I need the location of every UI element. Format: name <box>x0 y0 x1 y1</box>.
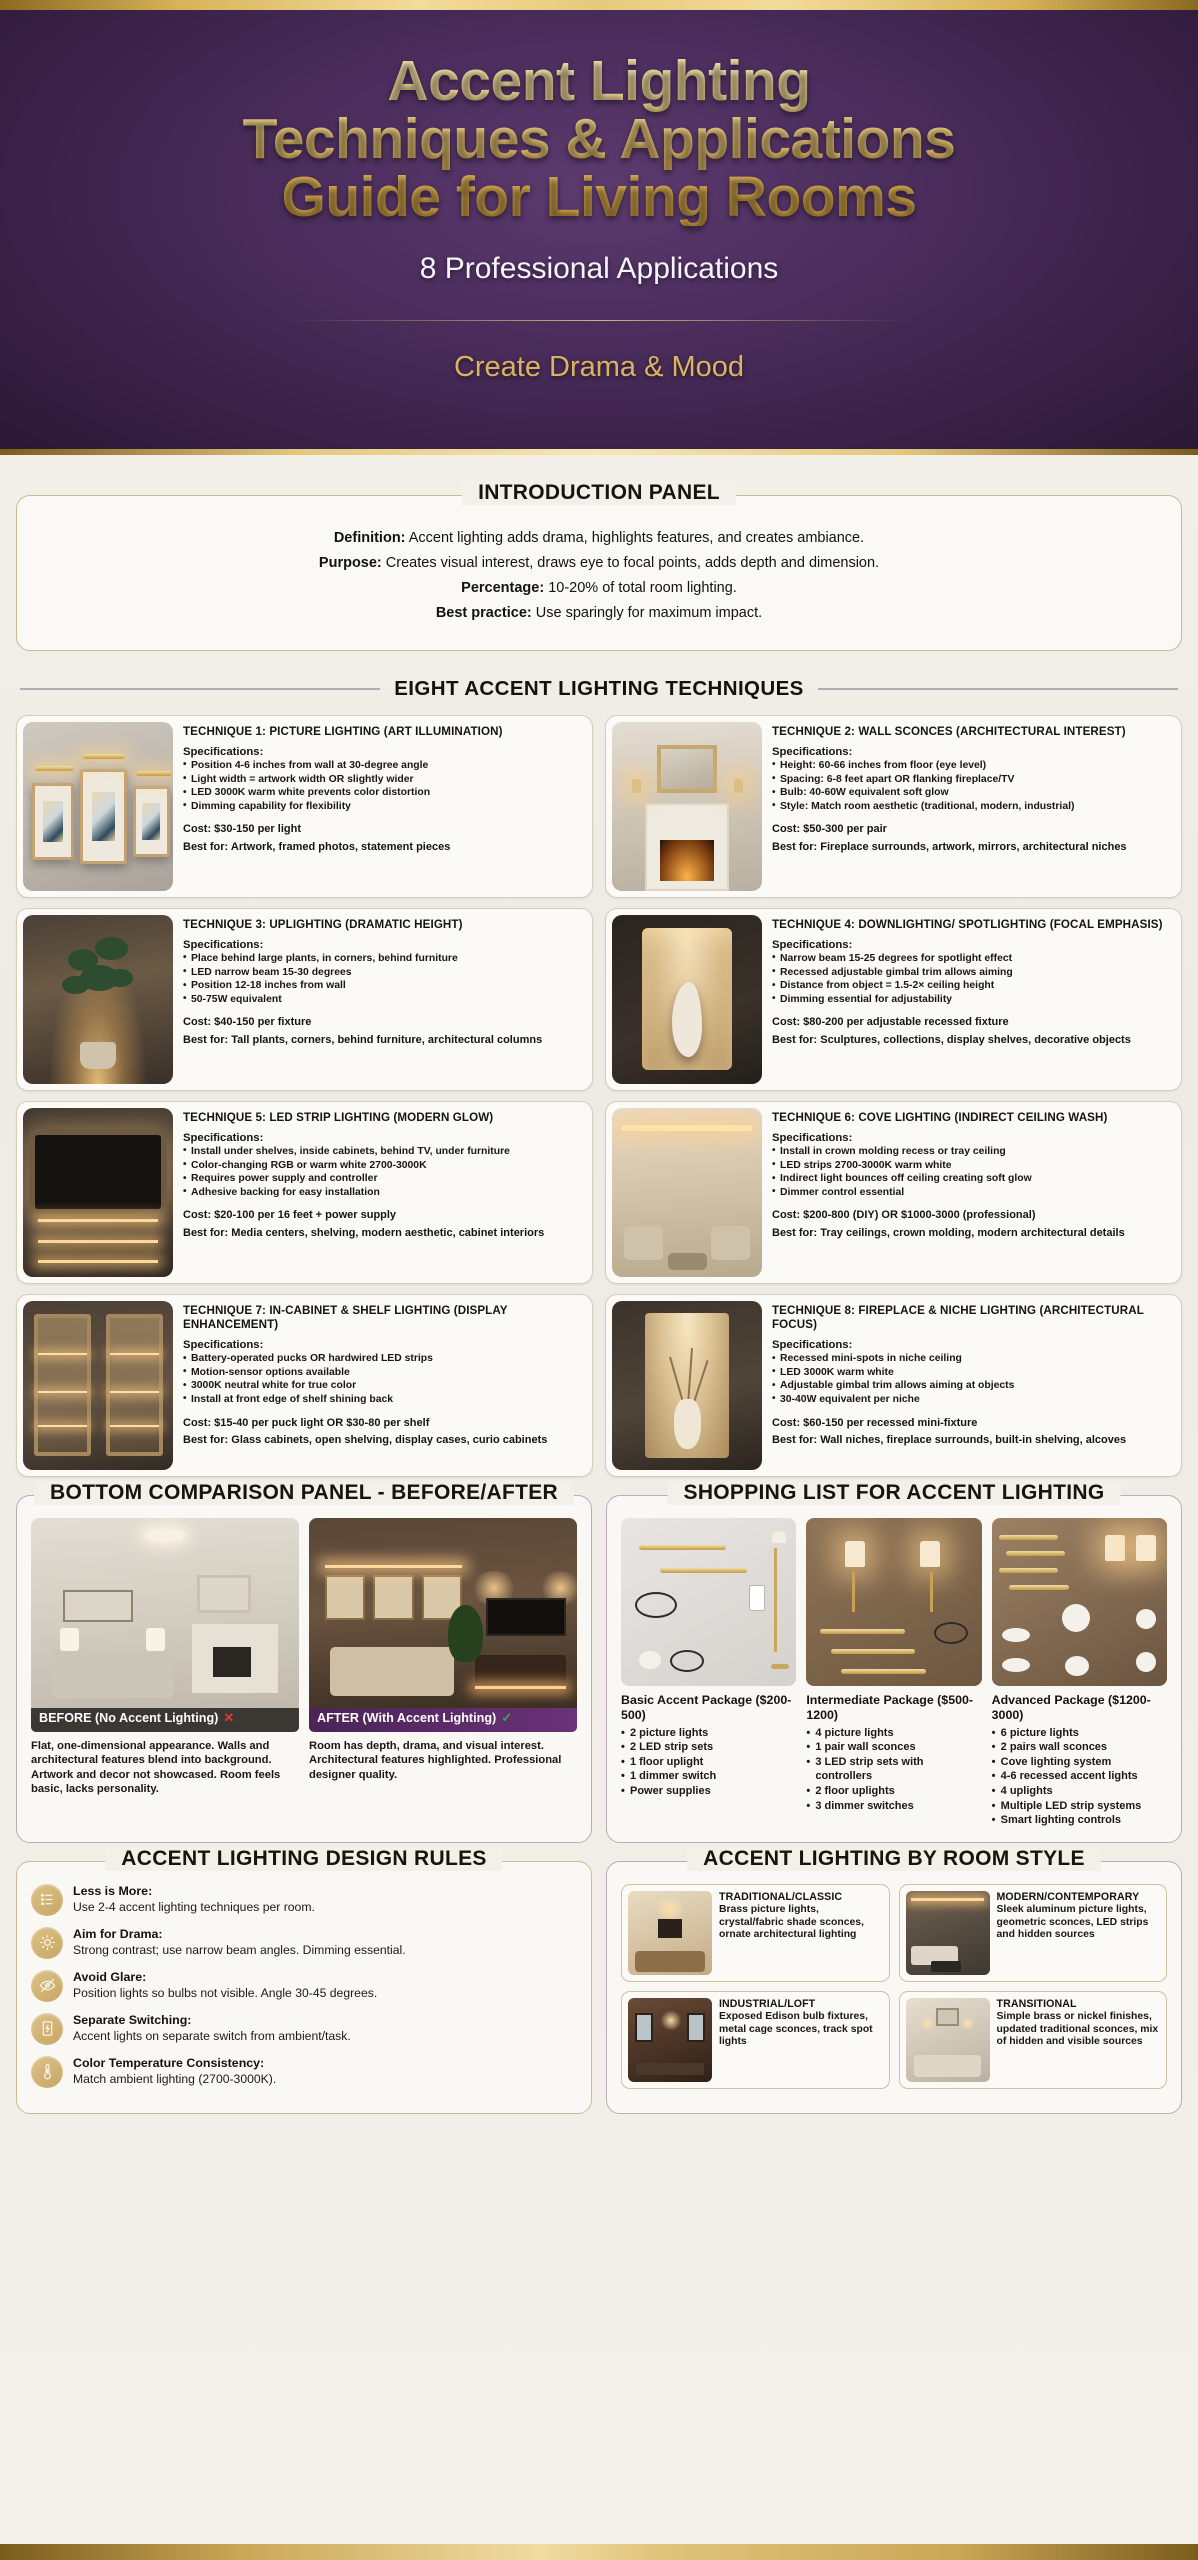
style-description: Brass picture lights, crystal/fabric shade sconces, ornate architectural lighting <box>719 1903 864 1941</box>
technique-card[interactable] <box>605 908 1182 1091</box>
technique-best-for: Best for: Tray ceilings, crown molding, modern architectural details <box>772 1227 1125 1240</box>
intro-row <box>41 526 1157 551</box>
technique-best-for: Best for: Artwork, framed photos, statement pieces <box>183 841 451 854</box>
technique-card[interactable] <box>16 1101 593 1284</box>
technique-card[interactable] <box>605 1294 1182 1477</box>
header-banner <box>0 10 1198 455</box>
technique-cost: Cost: $40-150 per fixture <box>183 1016 312 1029</box>
design-rule-item <box>31 2013 577 2045</box>
comparison-and-shopping-row <box>16 1480 1182 1843</box>
specifications-list <box>772 1352 1171 1407</box>
technique-card[interactable] <box>16 908 593 1091</box>
thermometer-icon <box>31 2056 63 2088</box>
package-item: • 4-6 recessed accent lights <box>992 1769 1167 1784</box>
design-rules-panel-title: ACCENT LIGHTING DESIGN RULES <box>105 1847 502 1871</box>
style-description: Exposed Edison bulb fixtures, metal cage sconces, track spot lights <box>719 2010 873 2048</box>
after-description: Room has depth, drama, and visual interest. Architectural features highlighted. Professional designer quality. <box>309 1739 562 1781</box>
title-line-2: Techniques & Applications <box>242 107 956 172</box>
technique-cost: Cost: $30-150 per light <box>183 823 301 836</box>
room-styles-panel <box>606 1846 1182 2114</box>
intro-text: 10-20% of total room lighting. <box>548 579 737 596</box>
title-line-3: Guide for Living Rooms <box>281 165 917 230</box>
technique-photo-downlighting <box>612 915 762 1084</box>
rule-title: Color Temperature Consistency: <box>73 2055 265 2070</box>
spec-item: • Color-changing RGB or warm white 2700-3000K <box>183 1159 582 1173</box>
technique-photo-led-strip <box>23 1108 173 1277</box>
technique-cost: Cost: $15-40 per puck light OR $30-80 per shelf <box>183 1416 430 1429</box>
before-label-badge <box>31 1704 299 1732</box>
rule-description: Use 2-4 accent lighting techniques per room. <box>73 1899 315 1914</box>
package-item: • 4 picture lights <box>806 1726 981 1741</box>
technique-body <box>768 1295 1181 1476</box>
before-after-panel-title: BOTTOM COMPARISON PANEL - BEFORE/AFTER <box>34 1481 574 1505</box>
package-items <box>621 1726 796 1799</box>
specifications-list <box>183 1352 582 1407</box>
package-item: • 2 pairs wall sconces <box>992 1740 1167 1755</box>
design-rule-item <box>31 1927 577 1959</box>
room-style-card[interactable] <box>621 1884 890 1982</box>
before-photo <box>31 1518 299 1708</box>
style-title: INDUSTRIAL/LOFT <box>719 1997 816 2010</box>
package-item: • 3 dimmer switches <box>806 1799 981 1814</box>
technique-photo-in-cabinet <box>23 1301 173 1470</box>
bottom-gold-divider <box>0 2544 1198 2560</box>
specifications-label: Specifications: <box>772 938 853 951</box>
heading-text: EIGHT ACCENT LIGHTING TECHNIQUES <box>394 676 804 700</box>
introduction-panel-title: INTRODUCTION PANEL <box>462 481 736 505</box>
technique-photo-uplighting <box>23 915 173 1084</box>
room-style-card[interactable] <box>899 1884 1168 1982</box>
spec-item: • 30-40W equivalent per niche <box>772 1393 1171 1407</box>
basic-package-photo <box>621 1518 796 1686</box>
specifications-label: Specifications: <box>183 1131 264 1144</box>
specifications-label: Specifications: <box>183 745 264 758</box>
check-icon: ✓ <box>501 1709 513 1725</box>
package-item: • Power supplies <box>621 1784 796 1799</box>
rule-description: Position lights so bulbs not visible. Angle 30-45 degrees. <box>73 1985 378 2000</box>
spec-item: • 50-75W equivalent <box>183 993 582 1007</box>
technique-body <box>768 909 1181 1090</box>
technique-best-for: Best for: Glass cabinets, open shelving, display cases, curio cabinets <box>183 1434 548 1447</box>
spec-item: • Motion-sensor options available <box>183 1366 582 1380</box>
technique-best-for: Best for: Tall plants, corners, behind furniture, architectural columns <box>183 1034 543 1047</box>
technique-body <box>768 716 1181 897</box>
style-description: Simple brass or nickel finishes, updated traditional sconces, mix of hidden and visible sources <box>996 2010 1159 2048</box>
technique-card[interactable] <box>16 1294 593 1477</box>
technique-best-for: Best for: Sculptures, collections, display shelves, decorative objects <box>772 1034 1131 1047</box>
package-item: • 2 picture lights <box>621 1726 796 1741</box>
intro-row <box>41 601 1157 626</box>
technique-title: TECHNIQUE 3: UPLIGHTING (DRAMATIC HEIGHT) <box>183 917 463 931</box>
style-title: TRADITIONAL/CLASSIC <box>719 1890 843 1903</box>
rule-title: Less is More: <box>73 1883 153 1898</box>
design-rule-item <box>31 1970 577 2002</box>
rule-description: Strong contrast; use narrow beam angles. Dimming essential. <box>73 1942 406 1957</box>
specifications-list <box>772 1145 1171 1200</box>
package-item: • 3 LED strip sets with controllers <box>806 1755 981 1784</box>
intermediate-package-photo <box>806 1518 981 1686</box>
technique-body <box>179 716 592 897</box>
spec-item: • Adhesive backing for easy installation <box>183 1186 582 1200</box>
introduction-panel <box>16 481 1182 651</box>
package-item: • 2 LED strip sets <box>621 1740 796 1755</box>
room-style-card[interactable] <box>621 1991 890 2089</box>
header-tagline: Create Drama & Mood <box>453 351 745 384</box>
cross-icon: ✕ <box>223 1709 235 1725</box>
style-title: TRANSITIONAL <box>996 1997 1077 2010</box>
specifications-label: Specifications: <box>772 1339 853 1352</box>
technique-body <box>179 1102 592 1283</box>
spec-item: • Spacing: 6-8 feet apart OR flanking fireplace/TV <box>772 773 1171 787</box>
header-divider <box>289 320 909 321</box>
rule-title: Separate Switching: <box>73 2012 192 2027</box>
package-item: • 2 floor uplights <box>806 1784 981 1799</box>
specifications-list <box>772 952 1171 1007</box>
techniques-section-heading <box>20 677 1178 701</box>
page-title <box>0 49 1198 230</box>
technique-card[interactable] <box>605 1101 1182 1284</box>
industrial-room-photo <box>628 1998 712 2082</box>
rule-title: Aim for Drama: <box>73 1926 163 1941</box>
intro-row <box>41 551 1157 576</box>
technique-photo-fireplace-niche <box>612 1301 762 1470</box>
spec-item: • Style: Match room aesthetic (traditional, modern, industrial) <box>772 800 1171 814</box>
design-rule-item <box>31 1884 577 1916</box>
intro-text: Use sparingly for maximum impact. <box>535 604 763 621</box>
specifications-list <box>183 952 582 1007</box>
spec-item: • LED narrow beam 15-30 degrees <box>183 966 582 980</box>
spec-item: • LED strips 2700-3000K warm white <box>772 1159 1171 1173</box>
before-description: Flat, one-dimensional appearance. Walls and architectural features blend into background. Artwork and decor not showcased. Room feels basic, lacks personality. <box>31 1739 281 1796</box>
light-switch-icon <box>31 2013 63 2045</box>
package-item: • Cove lighting system <box>992 1755 1167 1770</box>
spec-item: • Bulb: 40-60W equivalent soft glow <box>772 786 1171 800</box>
technique-title: TECHNIQUE 5: LED STRIP LIGHTING (MODERN GLOW) <box>183 1110 494 1124</box>
spec-item: • Indirect light bounces off ceiling creating soft glow <box>772 1172 1171 1186</box>
package-items <box>806 1726 981 1814</box>
heading-rule-left <box>20 688 380 690</box>
after-label-text: AFTER (With Accent Lighting) <box>317 1710 497 1725</box>
design-rule-item <box>31 2056 577 2088</box>
technique-cost: Cost: $20-100 per 16 feet + power supply <box>183 1209 397 1222</box>
spec-item: • Recessed mini-spots in niche ceiling <box>772 1352 1171 1366</box>
intro-row <box>41 576 1157 601</box>
spec-item: • Position 12-18 inches from wall <box>183 979 582 993</box>
specifications-label: Specifications: <box>183 1339 264 1352</box>
technique-title: TECHNIQUE 8: FIREPLACE & NICHE LIGHTING (ARCHITECTURAL FOCUS) <box>772 1303 1144 1331</box>
rules-and-styles-row <box>16 1846 1182 2114</box>
spec-item: • Light width = artwork width OR slightly wider <box>183 773 582 787</box>
spec-item: • 3000K neutral white for true color <box>183 1379 582 1393</box>
technique-best-for: Best for: Wall niches, fireplace surrounds, built-in shelving, alcoves <box>772 1434 1127 1447</box>
package-name: Intermediate Package ($500-1200) <box>806 1692 973 1722</box>
shopping-list-panel-title: SHOPPING LIST FOR ACCENT LIGHTING <box>668 1481 1121 1505</box>
header-subtitle: 8 Professional Applications <box>419 252 779 286</box>
package-item: • 1 dimmer switch <box>621 1769 796 1784</box>
spec-item: • Requires power supply and controller <box>183 1172 582 1186</box>
title-line-1: Accent Lighting <box>387 49 811 113</box>
package-item: • 6 picture lights <box>992 1726 1167 1741</box>
after-column <box>309 1518 577 1797</box>
room-styles-panel-title: ACCENT LIGHTING BY ROOM STYLE <box>687 1847 1101 1871</box>
style-description: Sleek aluminum picture lights, geometric sconces, LED strips and hidden sources <box>996 1903 1149 1941</box>
technique-cost: Cost: $50-300 per pair <box>772 823 887 836</box>
technique-title: TECHNIQUE 1: PICTURE LIGHTING (ART ILLUMINATION) <box>183 724 503 738</box>
before-label-text: BEFORE (No Accent Lighting) <box>39 1710 219 1725</box>
shopping-package[interactable] <box>621 1518 796 1828</box>
spec-item: • Install in crown molding recess or tray ceiling <box>772 1145 1171 1159</box>
technique-cost: Cost: $80-200 per adjustable recessed fixture <box>772 1016 1009 1029</box>
specifications-list <box>183 759 582 814</box>
package-item: • 1 floor uplight <box>621 1755 796 1770</box>
rule-description: Accent lights on separate switch from ambient/task. <box>73 2028 351 2043</box>
technique-best-for: Best for: Fireplace surrounds, artwork, mirrors, architectural niches <box>772 841 1127 854</box>
package-name: Advanced Package ($1200-3000) <box>991 1692 1151 1722</box>
spec-item: • Distance from object = 1.5-2× ceiling height <box>772 979 1171 993</box>
technique-photo-picture-lighting <box>23 722 173 891</box>
technique-title: TECHNIQUE 4: DOWNLIGHTING/ SPOTLIGHTING (FOCAL EMPHASIS) <box>772 917 1163 931</box>
technique-title: TECHNIQUE 7: IN-CABINET & SHELF LIGHTING (DISPLAY ENHANCEMENT) <box>183 1303 508 1331</box>
heading-rule-right <box>818 688 1178 690</box>
after-label-badge <box>309 1704 577 1732</box>
intro-label: Purpose: <box>318 554 382 571</box>
top-gold-divider <box>0 0 1198 10</box>
technique-body <box>768 1102 1181 1283</box>
spec-item: • Place behind large plants, in corners, behind furniture <box>183 952 582 966</box>
technique-card[interactable] <box>16 715 593 898</box>
spec-item: • Battery-operated pucks OR hardwired LED strips <box>183 1352 582 1366</box>
modern-room-photo <box>906 1891 990 1975</box>
spec-item: • Height: 60-66 inches from floor (eye level) <box>772 759 1171 773</box>
technique-photo-cove-lighting <box>612 1108 762 1277</box>
spec-item: • LED 3000K warm white <box>772 1366 1171 1380</box>
traditional-room-photo <box>628 1891 712 1975</box>
package-item: • Multiple LED strip systems <box>992 1799 1167 1814</box>
spec-item: • Recessed adjustable gimbal trim allows aiming <box>772 966 1171 980</box>
specifications-label: Specifications: <box>183 938 264 951</box>
shopping-package[interactable] <box>806 1518 981 1828</box>
before-after-panel <box>16 1480 592 1843</box>
intro-text: Creates visual interest, draws eye to focal points, adds depth and dimension. <box>385 554 880 571</box>
specifications-list <box>772 759 1171 814</box>
technique-cost: Cost: $60-150 per recessed mini-fixture <box>772 1416 978 1429</box>
technique-title: TECHNIQUE 2: WALL SCONCES (ARCHITECTURAL INTEREST) <box>772 724 1126 738</box>
package-item: • 1 pair wall sconces <box>806 1740 981 1755</box>
shopping-package[interactable] <box>992 1518 1167 1828</box>
intro-label: Definition: <box>333 530 406 546</box>
package-items <box>992 1726 1167 1828</box>
rule-title: Avoid Glare: <box>73 1969 147 1984</box>
spec-item: • Narrow beam 15-25 degrees for spotlight effect <box>772 952 1171 966</box>
shopping-list-panel <box>606 1480 1182 1843</box>
technique-body <box>179 1295 592 1476</box>
spec-item: • Dimmer control essential <box>772 1186 1171 1200</box>
rule-description: Match ambient lighting (2700-3000K). <box>73 2071 277 2086</box>
advanced-package-photo <box>992 1518 1167 1686</box>
package-item: • Smart lighting controls <box>992 1813 1167 1828</box>
design-rules-panel <box>16 1846 592 2114</box>
technique-body <box>179 909 592 1090</box>
technique-best-for: Best for: Media centers, shelving, modern aesthetic, cabinet interiors <box>183 1227 545 1240</box>
spec-item: • LED 3000K warm white prevents color distortion <box>183 786 582 800</box>
list-icon <box>31 1884 63 1916</box>
technique-cost: Cost: $200-800 (DIY) OR $1000-3000 (professional) <box>772 1209 1036 1222</box>
spec-item: • Position 4-6 inches from wall at 30-degree angle <box>183 759 582 773</box>
technique-title: TECHNIQUE 6: COVE LIGHTING (INDIRECT CEILING WASH) <box>772 1110 1108 1124</box>
specifications-list <box>183 1145 582 1200</box>
intro-label: Percentage: <box>461 579 545 596</box>
spec-item: • Adjustable gimbal trim allows aiming at objects <box>772 1379 1171 1393</box>
spec-item: • Dimming capability for flexibility <box>183 800 582 814</box>
spec-item: • Install under shelves, inside cabinets, behind TV, under furniture <box>183 1145 582 1159</box>
before-column <box>31 1518 299 1797</box>
spec-item: • Dimming essential for adjustability <box>772 993 1171 1007</box>
after-photo <box>309 1518 577 1708</box>
specifications-label: Specifications: <box>772 1131 853 1144</box>
technique-photo-wall-sconces <box>612 722 762 891</box>
spec-item: • Install at front edge of shelf shining back <box>183 1393 582 1407</box>
eye-off-icon <box>31 1970 63 2002</box>
package-name: Basic Accent Package ($200-500) <box>621 1692 792 1722</box>
transitional-room-photo <box>906 1998 990 2082</box>
specifications-label: Specifications: <box>772 745 853 758</box>
technique-card[interactable] <box>605 715 1182 898</box>
room-style-card[interactable] <box>899 1991 1168 2089</box>
package-item: • 4 uplights <box>992 1784 1167 1799</box>
techniques-grid <box>16 715 1182 1477</box>
intro-text: Accent lighting adds drama, highlights features, and creates ambiance. <box>408 530 865 546</box>
intro-label: Best practice: <box>435 604 532 621</box>
sun-burst-icon <box>31 1927 63 1959</box>
style-title: MODERN/CONTEMPORARY <box>996 1890 1140 1903</box>
